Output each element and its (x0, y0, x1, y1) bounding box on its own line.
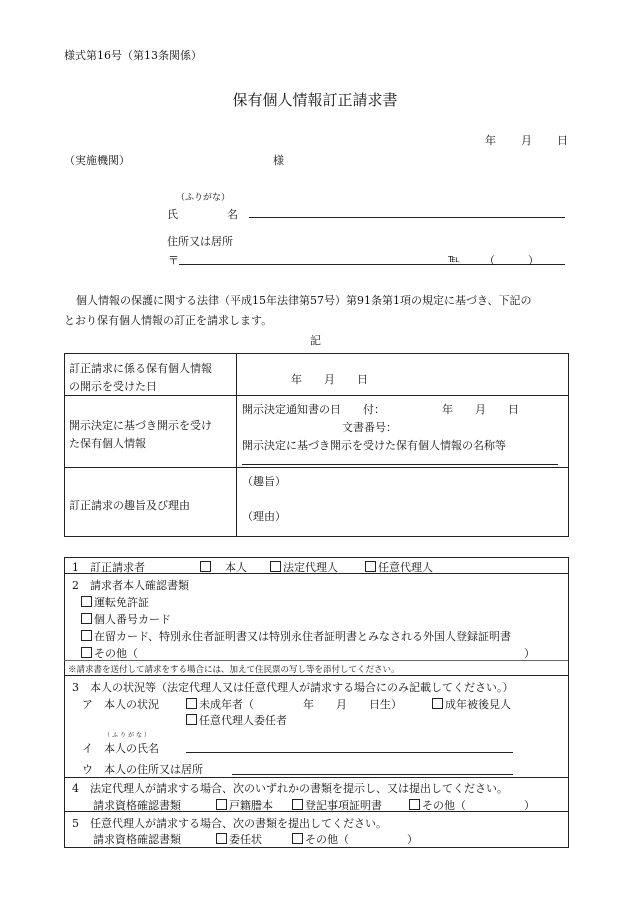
agency-label: （実施機関） (64, 154, 130, 167)
option-legal-other-label: その他（ (422, 799, 466, 812)
option-residence-card[interactable] (81, 628, 511, 644)
principal-name-label: イ 本人の氏名 (82, 742, 159, 755)
reason-label: （理由） (242, 510, 286, 523)
name-label-b: 名 (227, 208, 238, 221)
option-family-register-label: 戸籍謄本 (229, 799, 273, 812)
checkbox[interactable] (81, 630, 92, 641)
disclosure-date-field[interactable]: 年 月 日 (291, 373, 368, 386)
ki-label: 記 (310, 334, 321, 347)
option-legal-agent-label: 法定代理人 (283, 561, 338, 574)
option-principal[interactable] (186, 712, 287, 728)
id-other-close: ） (524, 647, 535, 660)
option-power-of-attorney-label: 委任状 (229, 833, 262, 846)
row1-label-line2: の開示を受けた日 (69, 380, 157, 393)
option-legal-other[interactable] (409, 797, 466, 813)
option-adult-ward-label: 成年被後見人 (445, 698, 511, 711)
option-self[interactable] (200, 559, 247, 575)
page-title: 保有個人情報訂正請求書 (232, 91, 398, 109)
table2-divider-3 (64, 777, 568, 778)
document-number-label: 文書番号： (342, 421, 397, 434)
option-voluntary-agent-label: 任意代理人 (378, 561, 433, 574)
option-family-register[interactable] (216, 797, 273, 813)
checkbox[interactable] (200, 561, 211, 572)
minor-birthdate-field[interactable]: 年 月 日生） (303, 698, 402, 711)
checkbox[interactable] (432, 698, 443, 709)
option-minor[interactable] (186, 696, 254, 712)
option-my-number-card[interactable] (81, 611, 171, 627)
checkbox[interactable] (365, 561, 376, 572)
checkbox[interactable] (292, 799, 303, 810)
name-field[interactable] (249, 217, 565, 218)
option-id-other-label: その他（ (94, 647, 138, 660)
checkbox[interactable] (216, 833, 227, 844)
checkbox[interactable] (409, 799, 420, 810)
option-power-of-attorney[interactable] (216, 831, 262, 847)
date-month-label: 月 (521, 134, 532, 147)
option-principal-label: 任意代理人委任者 (199, 714, 287, 727)
option-voluntary-other[interactable] (292, 831, 349, 847)
checkbox[interactable] (292, 833, 303, 844)
agency-honorific: 様 (273, 154, 284, 167)
address-label: 住所又は居所 (167, 235, 233, 248)
date-day-label: 日 (557, 134, 568, 147)
id-note: ※請求書を送付して請求をする場合には、加えて住民票の写し等を添付してください。 (68, 665, 400, 675)
option-drivers-license[interactable] (81, 594, 149, 610)
option-legal-agent[interactable] (270, 559, 338, 575)
name-ruby: （ふりがな） (176, 193, 231, 203)
checkbox[interactable] (186, 714, 197, 725)
option-drivers-license-label: 運転免許証 (94, 596, 149, 609)
option-registry-certificate[interactable] (292, 797, 382, 813)
table2-divider-2 (64, 675, 568, 676)
purpose-label: （趣旨） (242, 475, 286, 488)
tel-paren: （ ） (484, 254, 539, 267)
name-label-a: 氏 (167, 208, 178, 221)
date-year-label: 年 (485, 134, 496, 147)
principal-address-field[interactable] (232, 774, 513, 775)
form-number: 様式第16号（第13条関係） (64, 49, 202, 62)
note-divider (64, 660, 568, 661)
info-name-field[interactable] (242, 464, 558, 465)
checkbox[interactable] (81, 596, 92, 607)
checkbox[interactable] (216, 799, 227, 810)
checkbox[interactable] (186, 698, 197, 709)
row3-label: 訂正請求の趣旨及び理由 (69, 499, 190, 512)
checkbox[interactable] (270, 561, 281, 572)
option-residence-card-label: 在留カード、特別永住者証明書又は特別永住者証明書とみなされる外国人登録証明書 (94, 630, 512, 643)
section5-label: 5 任意代理人が請求する場合、次の書類を提出してください。 (72, 817, 387, 830)
notice-date-label: 開示決定通知書の日 付： (242, 403, 385, 416)
principal-address-label: ウ 本人の住所又は居所 (82, 763, 203, 776)
row2-label-line1: 開示決定に基づき開示を受け (69, 419, 212, 432)
voluntary-docs-label: 請求資格確認書類 (93, 833, 181, 846)
option-minor-label: 未成年者（ (199, 698, 254, 711)
table1-column-divider (236, 353, 237, 536)
legal-docs-label: 請求資格確認書類 (93, 799, 181, 812)
option-adult-ward[interactable] (432, 696, 511, 712)
principal-name-field[interactable] (186, 752, 513, 753)
option-self-label: 本人 (225, 561, 247, 574)
postal-mark: 〒 (168, 254, 179, 267)
option-id-other[interactable] (81, 645, 138, 661)
row1-label-line1: 訂正請求に係る保有個人情報 (69, 362, 212, 375)
section3-label: 3 本人の状況等（法定代理人又は任意代理人が請求する場合にのみ記載してください。） (72, 681, 514, 694)
option-voluntary-agent[interactable] (365, 559, 433, 575)
option-voluntary-other-label: その他（ (305, 833, 349, 846)
info-name-label: 開示決定に基づき開示を受けた保有個人情報の名称等 (242, 439, 506, 452)
tel-label: ℡ (448, 252, 460, 265)
section1-label: 1 訂正請求者 (72, 561, 145, 574)
principal-name-ruby: （ふりがな） (104, 732, 153, 739)
voluntary-other-close: ） (407, 833, 418, 846)
option-my-number-card-label: 個人番号カード (94, 613, 171, 626)
checkbox[interactable] (81, 647, 92, 658)
row2-label-line2: た保有個人情報 (69, 437, 146, 450)
table1-row-divider-1 (64, 395, 568, 396)
table1-row-divider-2 (64, 467, 568, 468)
section4-label: 4 法定代理人が請求する場合、次のいずれかの書類を提示し、又は提出してください。 (72, 782, 508, 795)
status-label: ア 本人の状況 (82, 698, 159, 711)
notice-date-field[interactable]: 年 月 日 (442, 403, 519, 416)
legal-other-close: ） (524, 799, 535, 812)
intro-line-1: 個人情報の保護に関する法律（平成15年法律第57号）第91条第1項の規定に基づき、下記の (76, 294, 532, 307)
checkbox[interactable] (81, 613, 92, 624)
intro-line-2: とおり保有個人情報の訂正を請求します。 (64, 314, 273, 327)
option-registry-certificate-label: 登記事項証明書 (305, 799, 382, 812)
section2-label: 2 請求者本人確認書類 (72, 579, 189, 592)
